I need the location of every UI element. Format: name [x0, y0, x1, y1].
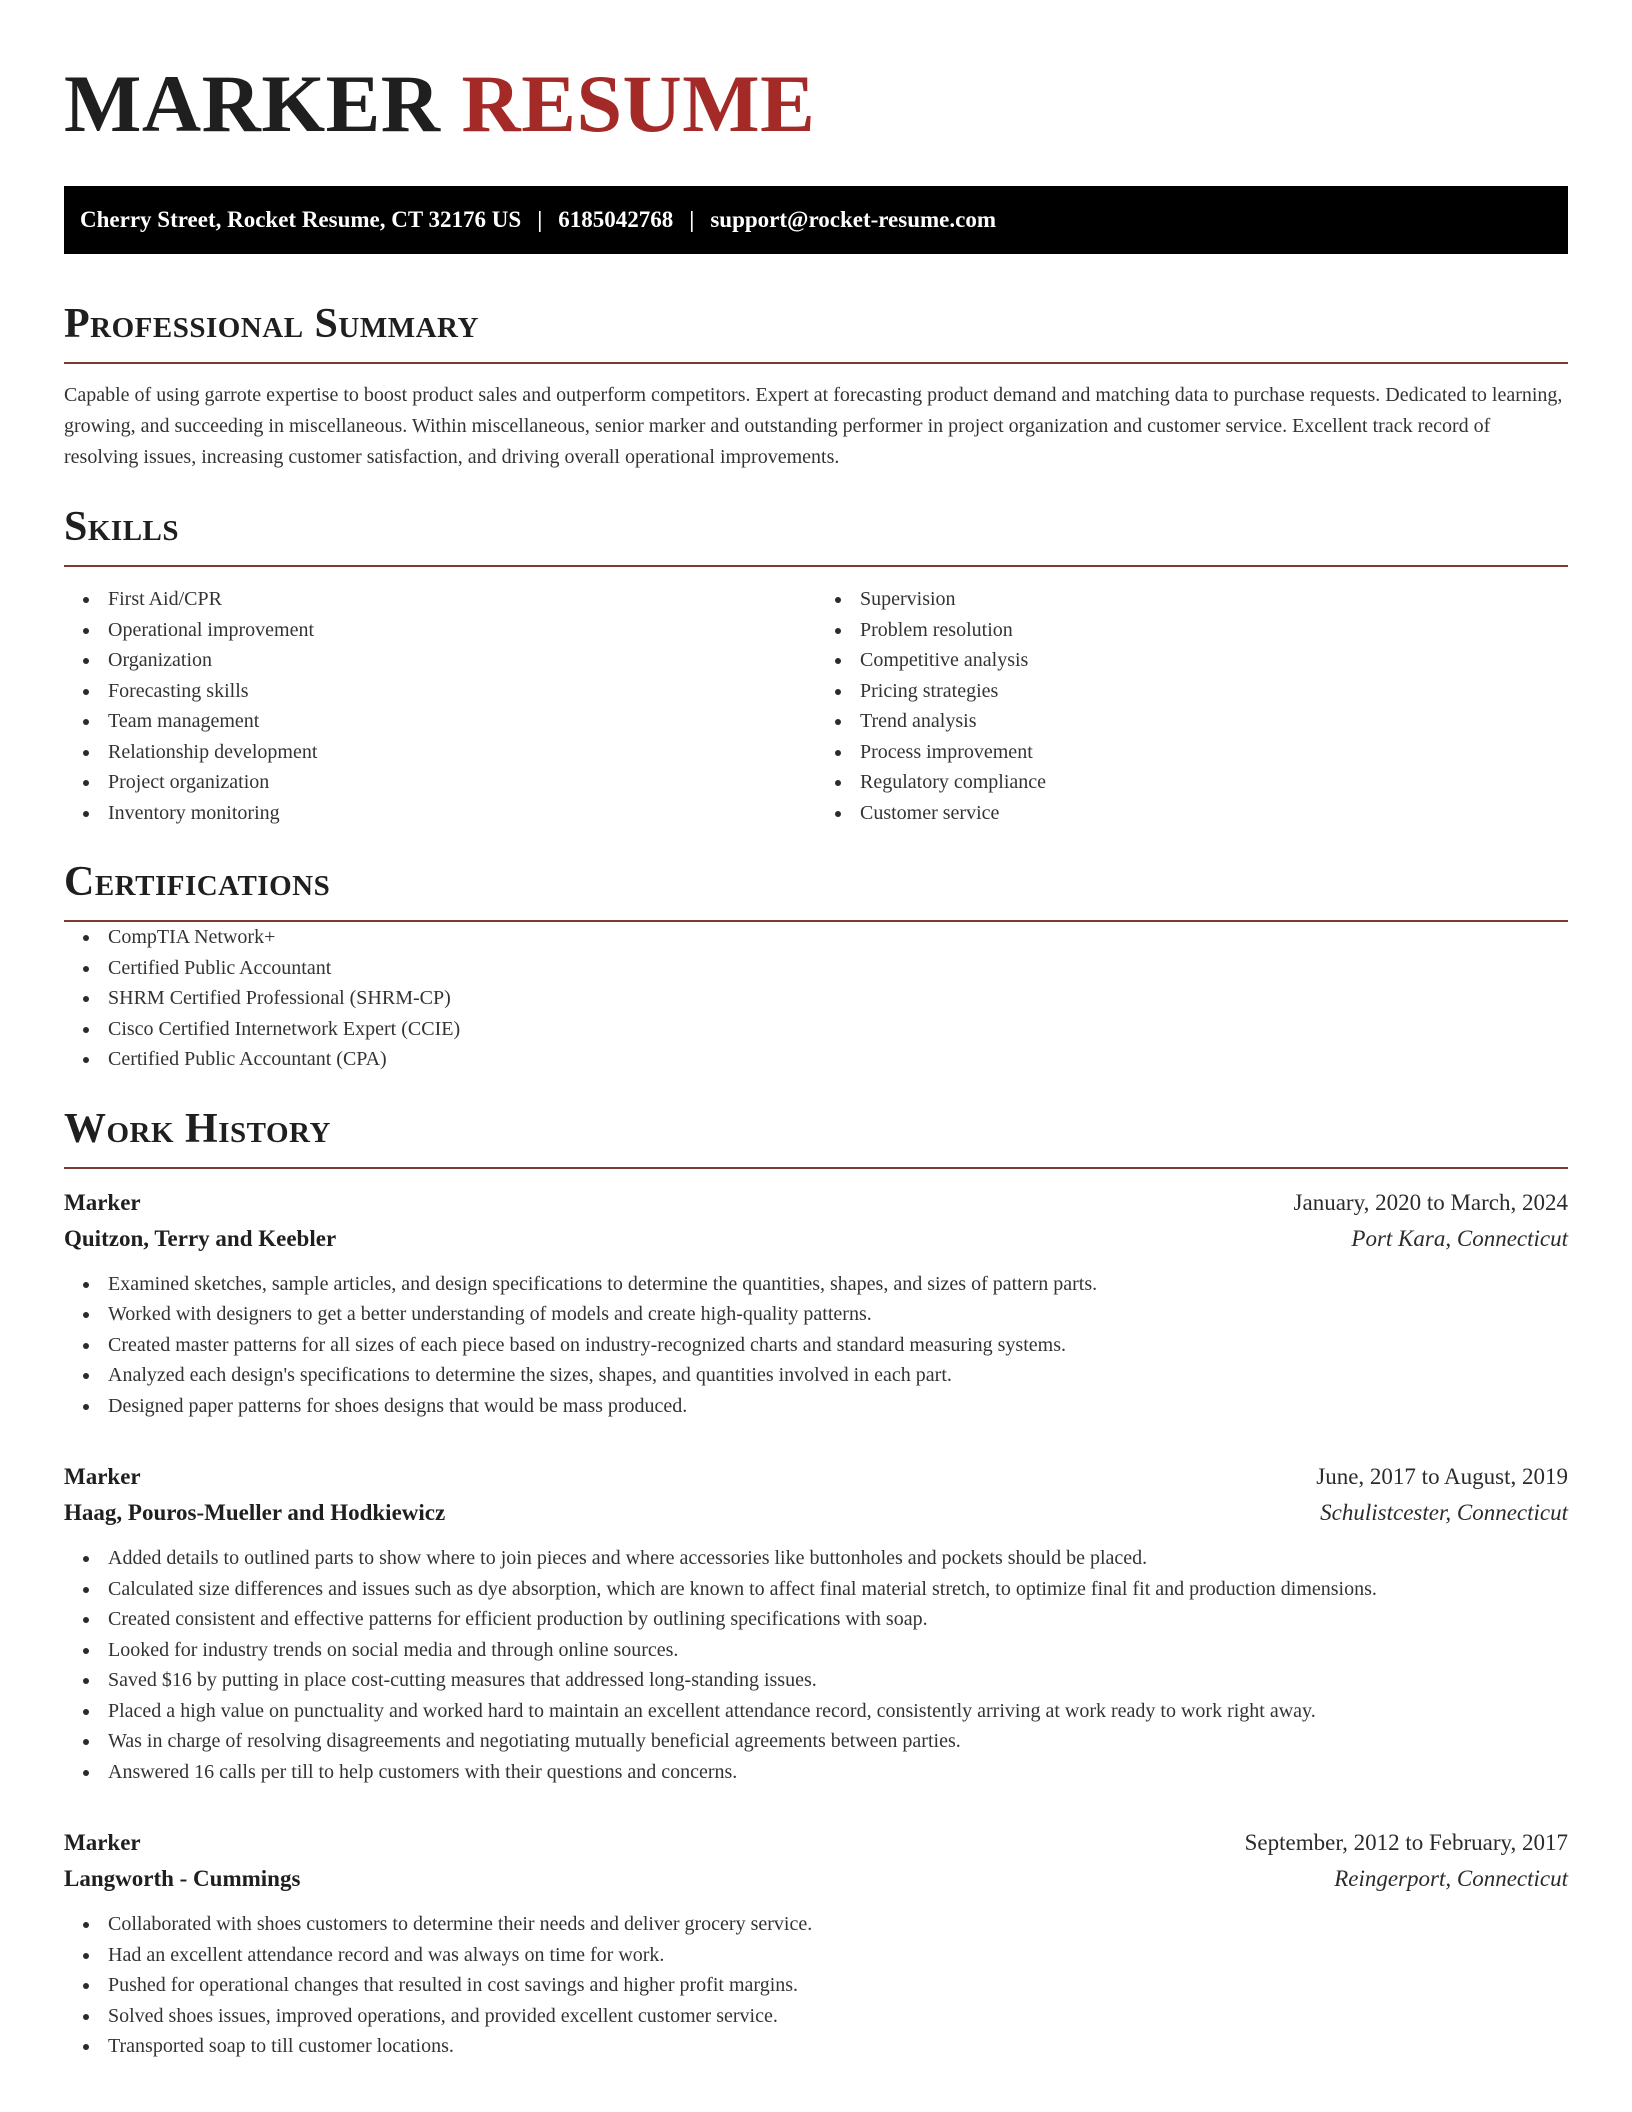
list-item: Relationship development	[108, 737, 816, 768]
list-item: Pushed for operational changes that resulted in cost savings and higher profit margins.	[108, 1970, 1568, 2001]
list-item: Solved shoes issues, improved operations, and provided excellent customer service.	[108, 2001, 1568, 2032]
skills-section	[64, 503, 1568, 828]
certifications-list	[64, 922, 1568, 1075]
summary-text: Capable of using garrote expertise to boost product sales and outperform competitors. Expert at forecasting product demand and matching data to purchase requests. Dedicated to learning, growing, and succeeding in miscellaneous. Within miscellaneous, senior marker and outstanding performer in project organization and customer service. Excellent track record of resolving issues, increasing customer satisfaction, and driving overall operational improvements.	[64, 384, 1563, 468]
section-divider	[64, 565, 1568, 567]
job-entry	[64, 1185, 1568, 1422]
job-location: Schulistcester, Connecticut	[1320, 1500, 1568, 1525]
list-item: Created master patterns for all sizes of each piece based on industry-recognized charts and standard measuring systems.	[108, 1330, 1568, 1361]
certifications-section	[64, 858, 1568, 1075]
section-divider	[64, 362, 1568, 364]
list-item: Saved $16 by putting in place cost-cutting measures that addressed long-standing issues.	[108, 1665, 1568, 1696]
job-location: Reingerport, Connecticut	[1334, 1866, 1568, 1891]
list-item: Inventory monitoring	[108, 798, 816, 829]
list-item: Certified Public Accountant	[108, 953, 1568, 984]
list-item: Forecasting skills	[108, 676, 816, 707]
skills-list-left	[64, 584, 816, 828]
list-item: SHRM Certified Professional (SHRM-CP)	[108, 983, 1568, 1014]
list-item: Collaborated with shoes customers to determine their needs and deliver grocery service.	[108, 1909, 1568, 1940]
contact-bar	[64, 186, 1568, 254]
contact-phone: 6185042768	[558, 207, 674, 232]
job-entry	[64, 1825, 1568, 2062]
job-dates: September, 2012 to February, 2017	[1244, 1830, 1568, 1855]
job-company: Haag, Pouros-Mueller and Hodkiewicz	[64, 1500, 446, 1525]
list-item: Trend analysis	[860, 706, 1568, 737]
list-item: Pricing strategies	[860, 676, 1568, 707]
list-item: Added details to outlined parts to show where to join pieces and where accessories like buttonholes and pockets should be placed.	[108, 1543, 1568, 1574]
list-item: Regulatory compliance	[860, 767, 1568, 798]
job-dates: January, 2020 to March, 2024	[1293, 1189, 1568, 1215]
work-history-heading: Work History	[64, 1105, 331, 1152]
work-history-section	[64, 1105, 1568, 2062]
list-item: Certified Public Accountant (CPA)	[108, 1044, 1568, 1075]
contact-email: support@rocket-resume.com	[710, 207, 996, 232]
last-name: RESUME	[461, 58, 816, 149]
list-item: CompTIA Network+	[108, 922, 1568, 953]
job-bullets	[64, 1269, 1568, 1422]
summary-heading: Professional Summary	[64, 301, 479, 347]
job-company: Langworth - Cummings	[64, 1866, 301, 1891]
skills-list-right	[816, 584, 1568, 828]
certifications-heading: Certifications	[64, 859, 331, 905]
list-item: Looked for industry trends on social media and through online sources.	[108, 1635, 1568, 1666]
resume-name	[64, 56, 1568, 152]
list-item: Created consistent and effective patterns for efficient production by outlining specifications with soap.	[108, 1604, 1568, 1635]
job-location: Port Kara, Connecticut	[1351, 1225, 1568, 1251]
list-item: Analyzed each design's specifications to determine the sizes, shapes, and quantities involved in each part.	[108, 1360, 1568, 1391]
list-item: Answered 16 calls per till to help customers with their questions and concerns.	[108, 1757, 1568, 1788]
list-item: Operational improvement	[108, 615, 816, 646]
job-dates: June, 2017 to August, 2019	[1316, 1464, 1568, 1489]
list-item: Designed paper patterns for shoes designs that would be mass produced.	[108, 1391, 1568, 1422]
first-name: MARKER	[64, 58, 441, 149]
list-item: Supervision	[860, 584, 1568, 615]
list-item: Transported soap to till customer locations.	[108, 2031, 1568, 2062]
job-bullets	[64, 1543, 1568, 1787]
skills-heading: Skills	[64, 504, 180, 550]
job-title: Marker	[64, 1830, 141, 1855]
contact-separator: |	[689, 207, 695, 232]
skills-columns	[64, 584, 1568, 828]
list-item: Was in charge of resolving disagreements and negotiating mutually beneficial agreements between parties.	[108, 1726, 1568, 1757]
contact-separator: |	[537, 207, 543, 232]
list-item: Cisco Certified Internetwork Expert (CCIE)	[108, 1014, 1568, 1045]
list-item: Placed a high value on punctuality and worked hard to maintain an excellent attendance record, consistently arriving at work ready to work right away.	[108, 1696, 1568, 1727]
list-item: Calculated size differences and issues such as dye absorption, which are known to affect final material stretch, to optimize final fit and production dimensions.	[108, 1574, 1568, 1605]
list-item: Customer service	[860, 798, 1568, 829]
list-item: Project organization	[108, 767, 816, 798]
list-item: Process improvement	[860, 737, 1568, 768]
list-item: First Aid/CPR	[108, 584, 816, 615]
list-item: Competitive analysis	[860, 645, 1568, 676]
list-item: Organization	[108, 645, 816, 676]
list-item: Worked with designers to get a better understanding of models and create high-quality patterns.	[108, 1299, 1568, 1330]
list-item: Examined sketches, sample articles, and design specifications to determine the quantities, shapes, and sizes of pattern parts.	[108, 1269, 1568, 1300]
job-entry	[64, 1459, 1568, 1787]
job-title: Marker	[64, 1464, 141, 1489]
job-title: Marker	[64, 1189, 141, 1215]
list-item: Problem resolution	[860, 615, 1568, 646]
job-company: Quitzon, Terry and Keebler	[64, 1225, 337, 1251]
summary-section	[64, 300, 1568, 473]
job-bullets	[64, 1909, 1568, 2062]
section-divider	[64, 1167, 1568, 1169]
list-item: Had an excellent attendance record and was always on time for work.	[108, 1940, 1568, 1971]
list-item: Team management	[108, 706, 816, 737]
contact-address: Cherry Street, Rocket Resume, CT 32176 US	[80, 207, 522, 232]
